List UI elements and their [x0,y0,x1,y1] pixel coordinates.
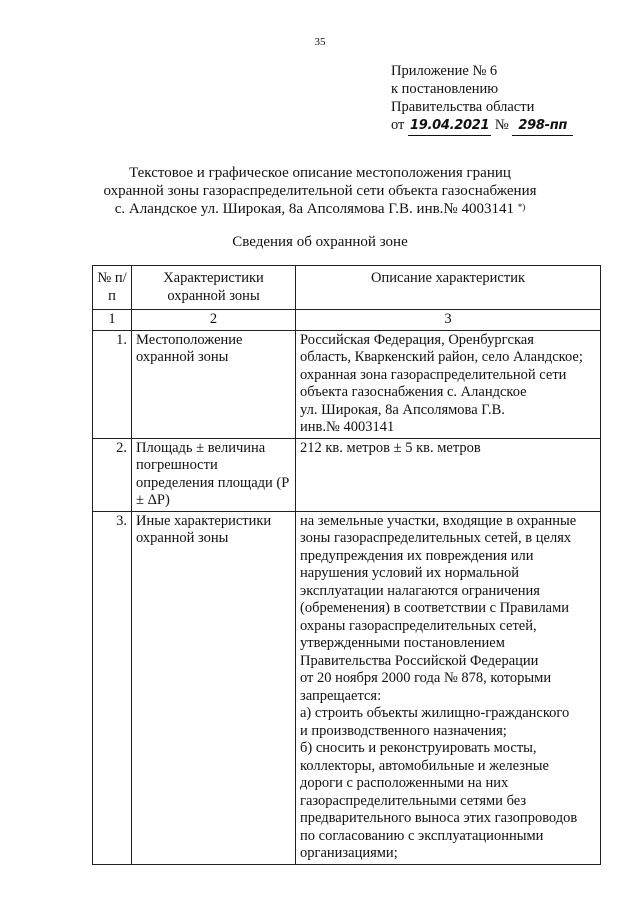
table-row [93,511,601,864]
description-line: газораспределительными сетями без [300,792,527,809]
row-characteristic: Площадь ± величина погрешности определения площади (Р ± ΔР) [132,438,296,511]
section-subtitle: Сведения об охранной зоне [232,234,408,250]
description-line: охранная зона газораспределительной сети [300,366,567,383]
description-line: ул. Широкая, 8а Апсолямова Г.В. [300,401,505,418]
description-line: б) сносить и реконструировать мосты, [300,740,537,756]
description-line: на земельные участки, входящие в охранные [300,512,577,529]
protection-zone-table [92,265,601,865]
resolution-date: 19.04.2021 [408,117,491,136]
description-line: Российская Федерация, Оренбургская [300,331,534,348]
document-title [0,164,640,218]
row-description [296,438,601,511]
table-header-row [93,266,601,310]
description-line: запрещается: [300,687,382,704]
column-number-1: 1 [93,310,132,331]
description-line: по согласованию с эксплуатационными [300,827,544,844]
description-line: эксплуатации налагаются ограничения [300,582,540,599]
column-number-3: 3 [296,310,601,331]
description-line: от 20 ноября 2000 года № 878, которыми [300,670,552,686]
row-characteristic: Местоположение охранной зоны [132,330,296,438]
description-line: и производственного назначения; [300,722,507,739]
appendix-line-1: Приложение № 6 [391,63,498,79]
row-num: 2. [93,438,132,511]
header-num: № п/п [93,266,132,310]
description-line: объекта газоснабжения с. Аландское [300,384,527,400]
appendix-header [391,62,573,136]
resolution-number: 298-пп [512,117,573,136]
appendix-line-2: к постановлению [391,81,499,97]
page-number: 35 [314,36,326,48]
row-description [296,330,601,438]
row-num: 3. [93,511,132,864]
title-line-3: с. Аландское ул. Широкая, 8а Апсолямова Г.В. инв.№ 4003141 [114,201,514,217]
table-row [93,330,601,438]
description-line: дороги с расположенными на них [300,775,509,791]
column-number-2: 2 [132,310,296,331]
description-line: охраны газораспределительных сетей, [300,617,537,634]
description-line: область, Кваркенский район, село Аландское; [300,349,583,365]
description-line: предварительного выноса этих газопроводов [300,810,578,826]
title-line-1: Текстовое и графическое описание местоположения границ [129,165,511,181]
from-label: от [391,117,405,133]
header-characteristic: Характеристики охранной зоны [132,266,296,310]
title-line-3-wrap [0,200,640,218]
description-line: 212 кв. метров ± 5 кв. метров [300,439,481,456]
description-line: нарушения условий их нормальной [300,565,520,581]
footnote-mark: *) [517,202,526,212]
description-line: инв.№ 4003141 [300,419,395,435]
description-line: (обременения) в соответствии с Правилами [300,600,570,616]
description-line: а) строить объекты жилищно-гражданского [300,705,570,721]
description-line: коллекторы, автомобильные и железные [300,757,549,774]
appendix-resolution-line [391,116,573,136]
appendix-line-3: Правительства области [391,99,535,115]
description-line: утвержденными постановлением [300,635,505,651]
row-num: 1. [93,330,132,438]
description-line: зоны газораспределительных сетей, в целях [300,530,572,546]
title-line-2: охранной зоны газораспределительной сети объекта газоснабжения [103,183,537,199]
table-row [93,438,601,511]
number-label: № [494,117,509,133]
column-number-row [93,310,601,331]
header-description: Описание характеристик [296,266,601,310]
row-characteristic: Иные характеристики охранной зоны [132,511,296,864]
description-line: предупреждения их повреждения или [300,547,534,564]
description-line: организациями; [300,845,398,861]
description-line: Правительства Российской Федерации [300,652,539,669]
row-description [296,511,601,864]
